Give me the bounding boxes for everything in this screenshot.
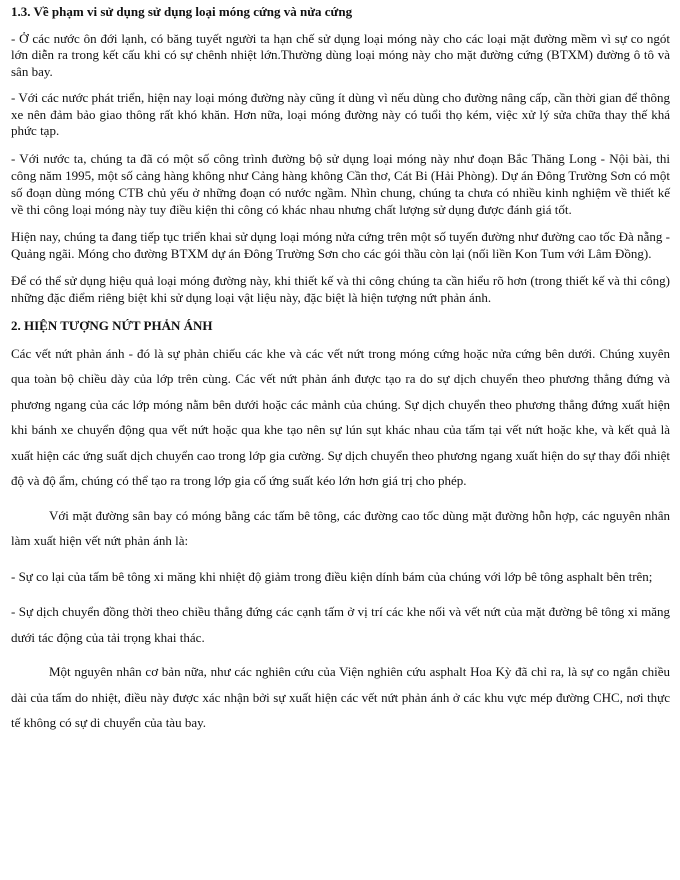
paragraph-2: - Với các nước phát triển, hiện nay loại móng đường này cũng ít dùng vì nếu dùng cho đường nâng cấp, cần thời gian để thông xe nên đảm bảo giao thông rất khó khăn. Hơn nữa, loại móng đường này có tuổi thọ kém, việc xử lý sửa chữa thay thế khá phức tạp.: [11, 90, 670, 138]
section-heading-1-3: 1.3. Về phạm vi sử dụng sử dụng loại móng cứng và nửa cứng: [11, 4, 353, 19]
paragraph-7: Với mặt đường sân bay có móng bằng các tấm bê tông, các đường cao tốc dùng mặt đường hỗn hợp, các nguyên nhân làm xuất hiện vết nứt phản ánh là:: [11, 507, 670, 548]
paragraph-10: Một nguyên nhân cơ bản nữa, như các nghiên cứu của Viện nghiên cứu asphalt Hoa Kỳ đã chỉ ra, là sự co ngắn chiều dài của tấm do nhiệt, điều này được xác nhận bởi sự xuất hiện các vết nứt phản ánh ở các khu vực mép đường CHC, nơi thực tế không có sự di chuyển của tàu bay.: [11, 664, 670, 730]
paragraph-1: - Ở các nước ôn đới lạnh, có băng tuyết người ta hạn chế sử dụng loại móng này cho các loại mặt đường mềm vì sự co ngót lớn diễn ra trong kết cấu khi có sự chênh nhiệt lớn.Thường dùng loại móng này cho mặt đường cứng (BTXM) đường ô tô và sân bay.: [11, 30, 670, 79]
paragraph-4: Hiện nay, chúng ta đang tiếp tục triển khai sử dụng loại móng nửa cứng trên một số tuyến đường như đường cao tốc Đà nẵng - Quảng ngãi. Móng cho đường BTXM dự án Đông Trường Sơn cho các gói thầu còn lại (nối liền Kon Tum với Lâm Đồng).: [11, 228, 670, 261]
paragraph-9: - Sự dịch chuyển đồng thời theo chiều thẳng đứng các cạnh tấm ở vị trí các khe nối và vết nứt của mặt đường bê tông xi măng dưới tác động của tải trọng khai thác.: [11, 604, 670, 645]
paragraph-6: Các vết nứt phản ánh - đó là sự phản chiếu các khe và các vết nứt trong móng cứng hoặc nửa cứng bên dưới. Chúng xuyên qua toàn bộ chiều dày của lớp trên cùng. Các vết nứt phản ánh được tạo ra do sự dịch chuyển theo phương thẳng đứng và phương ngang của các lớp móng nằm bên dưới hoặc các mảnh của chúng. Sự dịch chuyển theo phương thẳng đứng xuất hiện khi bánh xe chuyển động qua vết nứt hoặc qua khe tạo nên sự lún sụt khác nhau của tấm tại vết nứt hoặc khe, và kết quả là xuất hiện các ứng suất dịch chuyển cao trong lớp gia cường. Sự dịch chuyển theo phương ngang xuất hiện do sự thay đổi nhiệt độ và độ ẩm, chúng có thể tạo ra trong lớp gia cố ứng suất kéo lớn hơn giá trị cho phép.: [11, 345, 670, 488]
paragraph-3: - Với nước ta, chúng ta đã có một số công trình đường bộ sử dụng loại móng này như đoạn Bắc Thăng Long - Nội bài, thi công năm 1995, một số cảng hàng không như Cảng hàng không Cần thơ, Cát Bi (Hải Phòng). Dự án Đông Trường Sơn có một số đoạn dùng móng CTB chủ yếu ở những đoạn có nước ngầm. Nhìn chung, chúng ta chưa có nhiều kinh nghiệm về thiết kế về thi công loại móng này tuy điều kiện thi công có khác nhau nhưng chất lượng sử dụng được đánh giá tốt.: [11, 150, 670, 217]
paragraph-8: - Sự co lại của tấm bê tông xi măng khi nhiệt độ giảm trong điều kiện dính bám của chúng với lớp bê tông asphalt bên trên;: [11, 568, 653, 584]
section-heading-2: 2. HIỆN TƯỢNG NỨT PHẢN ÁNH: [11, 317, 213, 333]
paragraph-5: Để có thể sử dụng hiệu quả loại móng đường này, khi thiết kế và thi công chúng ta cần hiểu rõ hơn (trong thiết kế và thi công) những đặc điểm riêng biệt khi sử dụng loại vật liệu này, đặc biệt là hiện tượng nứt phản ánh.: [11, 272, 670, 305]
